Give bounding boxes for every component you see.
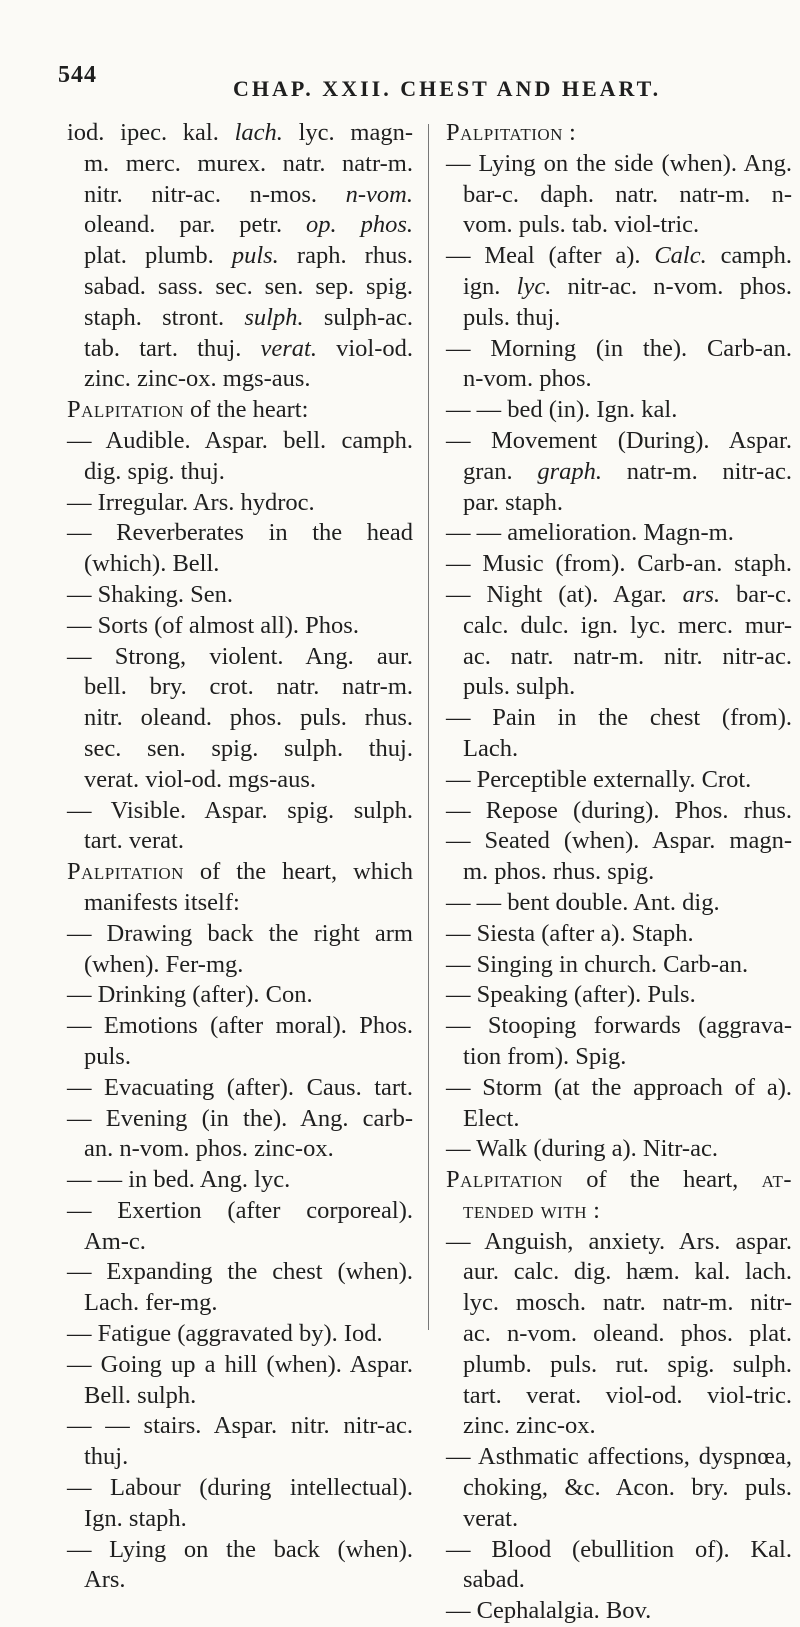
text-line <box>446 1442 792 1473</box>
line-text: bar-c. <box>720 580 792 608</box>
line-text: — Pain in the chest (from). <box>446 704 792 732</box>
text-line <box>67 672 413 703</box>
line-text: lyc. magn- <box>282 119 413 146</box>
line-text: : <box>586 1196 600 1224</box>
line-text: — Siesta (after a). Staph. <box>446 919 694 947</box>
line-text: sulph-ac. <box>303 303 413 331</box>
italic-remedy: ars. <box>682 580 721 608</box>
line-text: — Expanding the chest (when). <box>67 1258 413 1286</box>
text-line <box>67 241 413 272</box>
line-text: nitr-ac. n-vom. phos. <box>551 272 792 300</box>
text-line <box>67 149 413 180</box>
text-line <box>67 210 413 241</box>
italic-remedy: lyc. <box>516 272 552 300</box>
line-text: iod. ipec. kal. <box>67 119 235 146</box>
line-text: — Lying on the back (when). <box>67 1535 413 1563</box>
text-line <box>67 1350 413 1381</box>
left-column <box>67 118 413 1596</box>
line-text: (when). Fer-mg. <box>84 950 244 978</box>
text-line <box>446 1411 792 1442</box>
line-text: dig. spig. thuj. <box>84 457 225 485</box>
text-line <box>446 1381 792 1412</box>
line-text: manifests itself: <box>84 888 240 916</box>
text-line <box>446 1257 792 1288</box>
line-text: — Drawing back the right arm <box>67 919 413 947</box>
line-text: — Asthmatic affections, dyspnœa, <box>446 1443 792 1471</box>
text-line <box>67 395 413 426</box>
line-text: bell. bry. crot. natr. natr-m. <box>84 673 413 701</box>
italic-remedy: op. phos. <box>306 211 413 239</box>
line-text: — Anguish, anxiety. Ars. aspar. <box>446 1227 792 1255</box>
italic-remedy: lach. <box>234 119 283 146</box>
line-text: — — bed (in). Ign. kal. <box>446 396 678 424</box>
text-line <box>67 1196 413 1227</box>
small-caps-heading: tended with <box>463 1196 587 1224</box>
text-line <box>67 180 413 211</box>
text-line <box>446 395 792 426</box>
text-line <box>446 118 792 149</box>
line-text: ac. natr. natr-m. nitr. nitr-ac. <box>463 642 792 670</box>
line-text: — Evacuating (after). Caus. tart. <box>67 1073 413 1101</box>
text-line <box>446 1596 792 1627</box>
text-line <box>67 334 413 365</box>
text-line <box>67 118 413 149</box>
line-text: — Audible. Aspar. bell. camph. <box>67 426 413 454</box>
line-text: — Reverberates in the head <box>67 519 413 547</box>
text-line <box>446 334 792 365</box>
text-line <box>67 1442 413 1473</box>
line-text: (which). Bell. <box>84 550 220 578</box>
line-text: nitr. nitr-ac. n-mos. <box>84 180 346 208</box>
line-text: — Fatigue (aggravated by). Iod. <box>67 1320 383 1348</box>
line-text: : <box>562 119 576 146</box>
text-line <box>67 1504 413 1535</box>
line-text: — Blood (ebullition of). Kal. <box>446 1535 792 1563</box>
line-text: — Exertion (after corporeal). <box>67 1196 413 1224</box>
line-text: — — bent double. Ant. dig. <box>446 888 720 916</box>
line-text: — Morning (in the). Carb-an. <box>446 334 792 362</box>
line-text: — Music (from). Carb-an. staph. <box>446 550 792 578</box>
line-text: — — stairs. Aspar. nitr. nitr-ac. <box>67 1412 413 1440</box>
text-line <box>446 1227 792 1258</box>
line-text: ac. n-vom. oleand. phos. plat. <box>463 1320 792 1348</box>
text-line <box>446 580 792 611</box>
text-line <box>446 364 792 395</box>
line-text: — Repose (during). Phos. rhus. <box>446 796 792 824</box>
text-line <box>67 518 413 549</box>
italic-remedy: sulph. <box>244 303 304 331</box>
text-line <box>446 1350 792 1381</box>
text-line <box>67 1011 413 1042</box>
text-line <box>446 1073 792 1104</box>
line-text: sec. sen. spig. sulph. thuj. <box>84 734 413 762</box>
text-line <box>67 1073 413 1104</box>
text-line <box>446 549 792 580</box>
line-text: — Lying on the side (when). Ang. <box>446 149 792 177</box>
line-text: lyc. mosch. natr. natr-m. nitr- <box>463 1289 792 1317</box>
line-text: — Movement (During). Aspar. <box>446 426 792 454</box>
line-text: sabad. sass. sec. sen. sep. spig. <box>84 272 413 300</box>
text-line <box>446 210 792 241</box>
text-line <box>446 980 792 1011</box>
line-text: tion from). Spig. <box>463 1042 627 1070</box>
text-line <box>67 980 413 1011</box>
text-line <box>67 272 413 303</box>
line-text: Elect. <box>463 1104 520 1132</box>
italic-remedy: Calc. <box>654 242 707 270</box>
small-caps-heading: Palpitation <box>67 858 184 886</box>
text-line <box>446 611 792 642</box>
text-line <box>67 1381 413 1412</box>
text-line <box>67 857 413 888</box>
line-text: — — in bed. Ang. lyc. <box>67 1166 291 1194</box>
text-line <box>446 672 792 703</box>
text-line <box>446 642 792 673</box>
text-line <box>67 488 413 519</box>
line-text: of the heart, <box>562 1166 762 1194</box>
text-line <box>446 888 792 919</box>
text-line <box>446 457 792 488</box>
line-text: — Drinking (after). Con. <box>67 981 313 1009</box>
text-line <box>446 303 792 334</box>
text-line <box>446 765 792 796</box>
line-text: — Stooping forwards (aggrava- <box>446 1012 792 1040</box>
line-text: aur. calc. dig. hæm. kal. lach. <box>463 1258 792 1286</box>
text-line <box>446 703 792 734</box>
line-text: — Strong, violent. Ang. aur. <box>67 642 413 670</box>
line-text: Ign. staph. <box>84 1504 187 1532</box>
line-text: — Labour (during intellectual). <box>67 1474 413 1502</box>
line-text: — Shaking. Sen. <box>67 580 234 608</box>
line-text: choking, &c. Acon. bry. puls. <box>463 1474 792 1502</box>
text-line <box>446 1042 792 1073</box>
line-text: raph. rhus. <box>278 242 413 270</box>
line-text: n-vom. phos. <box>463 365 592 393</box>
text-line <box>446 1473 792 1504</box>
text-line <box>67 1411 413 1442</box>
line-text: thuj. <box>84 1443 129 1471</box>
text-line <box>446 1196 792 1227</box>
line-text: tab. tart. thuj. <box>84 334 261 362</box>
line-text: m. phos. rhus. spig. <box>463 858 655 886</box>
text-line <box>446 426 792 457</box>
text-line <box>67 611 413 642</box>
line-text: bar-c. daph. natr. natr-m. n- <box>463 180 792 208</box>
line-text: — Seated (when). Aspar. magn- <box>446 827 792 855</box>
text-line <box>67 1104 413 1135</box>
text-line <box>446 1011 792 1042</box>
text-line <box>67 426 413 457</box>
text-line <box>67 765 413 796</box>
line-text: — Emotions (after moral). Phos. <box>67 1012 413 1040</box>
italic-remedy: verat. <box>260 334 317 362</box>
italic-remedy: graph. <box>537 457 603 485</box>
text-line <box>67 1535 413 1566</box>
line-text: vom. puls. tab. viol-tric. <box>463 211 700 239</box>
line-text: puls. sulph. <box>463 673 576 701</box>
small-caps-heading: Palpitation <box>67 396 184 424</box>
line-text: — Evening (in the). Ang. carb- <box>67 1104 413 1132</box>
line-text: staph. stront. <box>84 303 245 331</box>
text-line <box>446 1165 792 1196</box>
text-line <box>67 303 413 334</box>
text-line <box>446 149 792 180</box>
text-line <box>67 549 413 580</box>
line-text: sabad. <box>463 1566 525 1594</box>
text-line <box>67 1134 413 1165</box>
line-text: of the heart, which <box>183 858 413 886</box>
text-line <box>446 1535 792 1566</box>
text-line <box>446 1134 792 1165</box>
text-line <box>446 180 792 211</box>
line-text: — Going up a hill (when). Aspar. <box>67 1350 413 1378</box>
small-caps-heading: Palpitation <box>446 1166 563 1194</box>
text-line <box>67 364 413 395</box>
text-line <box>67 1565 413 1596</box>
line-text: — Walk (during a). Nitr-ac. <box>446 1135 718 1163</box>
small-caps-heading: at- <box>761 1166 792 1194</box>
line-text: nitr. oleand. phos. puls. rhus. <box>84 704 413 732</box>
right-column <box>446 118 792 1627</box>
line-text: ign. <box>463 272 517 300</box>
text-line <box>446 1565 792 1596</box>
line-text: Am-c. <box>84 1227 146 1255</box>
line-text: Bell. sulph. <box>84 1381 197 1409</box>
line-text: — Cephalalgia. Bov. <box>446 1597 652 1625</box>
line-text: plat. plumb. <box>84 242 232 270</box>
line-text: an. n-vom. phos. zinc-ox. <box>84 1135 334 1163</box>
line-text: — Visible. Aspar. spig. sulph. <box>67 796 413 824</box>
line-text: — Sorts (of almost all). Phos. <box>67 611 359 639</box>
line-text: tart. verat. <box>84 827 184 855</box>
line-text: zinc. zinc-ox. <box>463 1412 596 1440</box>
text-line <box>67 888 413 919</box>
line-text: plumb. puls. rut. spig. sulph. <box>463 1350 792 1378</box>
line-text: — Singing in church. Carb-an. <box>446 950 749 978</box>
text-line <box>446 796 792 827</box>
line-text: tart. verat. viol-od. viol-tric. <box>463 1381 792 1409</box>
line-text: m. merc. murex. natr. natr-m. <box>84 149 413 177</box>
line-text: gran. <box>463 457 538 485</box>
line-text: verat. viol-od. mgs-aus. <box>84 765 317 793</box>
text-line <box>446 950 792 981</box>
line-text: of the heart: <box>183 396 309 424</box>
text-line <box>67 1288 413 1319</box>
text-line <box>67 1257 413 1288</box>
line-text: calc. dulc. ign. lyc. merc. mur- <box>463 611 792 639</box>
text-line <box>67 919 413 950</box>
line-text: puls. <box>84 1042 131 1070</box>
text-line <box>67 1319 413 1350</box>
line-text: Ars. <box>84 1566 126 1594</box>
text-line <box>446 1104 792 1135</box>
text-line <box>446 857 792 888</box>
line-text: — Meal (after a). <box>446 242 655 270</box>
text-line <box>67 950 413 981</box>
line-text: — Speaking (after). Puls. <box>446 981 696 1009</box>
line-text: oleand. par. petr. <box>84 211 307 239</box>
text-line <box>67 1042 413 1073</box>
line-text: — Storm (at the approach of a). <box>446 1073 792 1101</box>
line-text: natr-m. nitr-ac. <box>602 457 792 485</box>
text-line <box>446 734 792 765</box>
text-line <box>446 518 792 549</box>
italic-remedy: n-vom. <box>345 180 413 208</box>
text-line <box>67 826 413 857</box>
text-line <box>446 826 792 857</box>
line-text: Lach. fer-mg. <box>84 1289 218 1317</box>
text-line <box>446 241 792 272</box>
line-text: — Irregular. Ars. hydroc. <box>67 488 315 516</box>
text-line <box>446 272 792 303</box>
line-text: — Perceptible externally. Crot. <box>446 765 752 793</box>
line-text: puls. thuj. <box>463 303 561 331</box>
line-text: par. staph. <box>463 488 564 516</box>
line-text: viol-od. <box>316 334 413 362</box>
text-line <box>446 488 792 519</box>
text-line <box>67 1473 413 1504</box>
line-text: camph. <box>706 242 793 270</box>
text-line <box>446 1319 792 1350</box>
text-line <box>67 734 413 765</box>
text-line <box>67 1227 413 1258</box>
text-line <box>67 796 413 827</box>
page-number: 544 <box>58 62 97 88</box>
text-line <box>67 457 413 488</box>
text-line <box>67 580 413 611</box>
italic-remedy: puls. <box>231 242 279 270</box>
line-text: — Night (at). Agar. <box>446 580 683 608</box>
column-divider <box>428 124 429 1330</box>
line-text: zinc. zinc-ox. mgs-aus. <box>84 365 311 393</box>
line-text: Lach. <box>463 734 519 762</box>
running-head: CHAP. XXII. CHEST AND HEART. <box>233 76 662 101</box>
text-line <box>67 1165 413 1196</box>
line-text: — — amelioration. Magn-m. <box>446 519 734 547</box>
text-line <box>67 642 413 673</box>
small-caps-heading: Palpitation <box>446 119 563 146</box>
text-line <box>446 919 792 950</box>
line-text: verat. <box>463 1504 519 1532</box>
text-line <box>446 1288 792 1319</box>
text-line <box>67 703 413 734</box>
text-line <box>446 1504 792 1535</box>
